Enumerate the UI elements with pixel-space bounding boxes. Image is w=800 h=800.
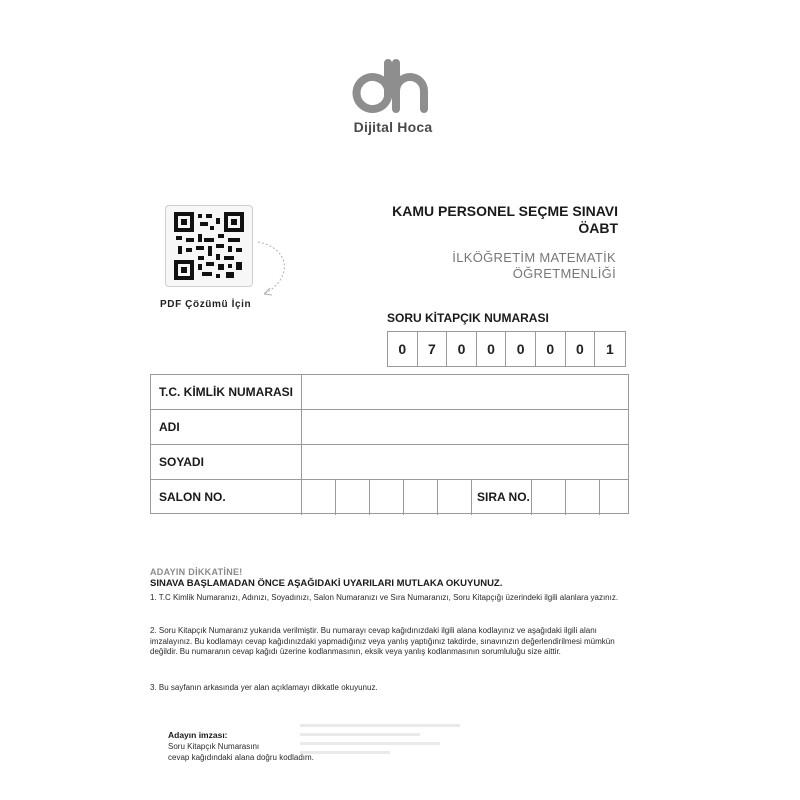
exam-field-line1: İLKÖĞRETİM MATEMATİK bbox=[452, 250, 616, 265]
sira-label: SIRA NO. bbox=[477, 490, 530, 504]
salon-digit-box[interactable] bbox=[301, 480, 335, 515]
booklet-digit: 1 bbox=[606, 341, 614, 357]
signature-line-1: Soru Kitapçık Numarasını bbox=[168, 742, 260, 751]
warning-item-1: 1. T.C Kimlik Numaranızı, Adınızı, Soyadınızı, Salon Numaranızı ve Sıra Numaranızı, Soru Kitapçığı üzerindeki ilgili alanlara yazınız. bbox=[150, 593, 619, 602]
signature-line-2: cevap kağıdındaki alana doğru kodladım. bbox=[168, 753, 314, 762]
brand-name: Dijital Hoca bbox=[353, 119, 433, 135]
name-field[interactable] bbox=[301, 410, 628, 444]
name-label: ADI bbox=[159, 420, 180, 434]
salon-digit-box[interactable] bbox=[437, 480, 471, 515]
exam-title: KAMU PERSONEL SEÇME SINAVI bbox=[392, 203, 618, 219]
warnings-title: ADAYIN DİKKATİNE! bbox=[150, 567, 243, 577]
bleed-through-texture bbox=[300, 724, 470, 764]
warning-item-3: 3. Bu sayfanın arkasında yer alan açıklamayı dikkatle okuyunuz. bbox=[150, 683, 378, 692]
booklet-digit: 7 bbox=[418, 332, 448, 366]
signature-title: Adayın imzası: bbox=[168, 730, 228, 740]
tc-field[interactable] bbox=[301, 375, 628, 409]
booklet-digit: 0 bbox=[506, 332, 536, 366]
brand-logo bbox=[338, 55, 448, 145]
warning-item-2: 2. Soru Kitapçık Numaranız yukarıda verilmiştir. Bu numarayı cevap kağıdınızdaki ilgili alana kodlayınız ve aşağıdaki ilgili alanı imzalayınız. Bu kodlamayı cevap kağıdınızdaki yapmadığınız veya yanlış yaptığınız takdirde, sınavınızın değerlendirilmesi mümkün değildir. Bu numaranın cevap kağıdı üzerine kodlanmasının, eksik veya yanlış kodlanmasının sorumluluğu size aittir. bbox=[150, 626, 615, 656]
booklet-digit: 0 bbox=[566, 332, 596, 366]
exam-field-line2: ÖĞRETMENLİĞİ bbox=[512, 266, 616, 281]
sira-digit-box[interactable] bbox=[565, 480, 599, 515]
qr-caption: PDF Çözümü İçin bbox=[160, 299, 252, 310]
salon-sira-row bbox=[151, 480, 628, 515]
tc-row bbox=[151, 375, 628, 410]
qr-code-icon bbox=[174, 212, 244, 280]
booklet-digit: 0 bbox=[388, 332, 418, 366]
booklet-number-boxes bbox=[387, 331, 626, 367]
booklet-digit: 0 bbox=[477, 332, 507, 366]
exam-subtitle: ÖABT bbox=[578, 220, 618, 236]
salon-digit-box[interactable] bbox=[335, 480, 369, 515]
warnings-headline: SINAVA BAŞLAMADAN ÖNCE AŞAĞIDAKİ UYARILARI MUTLAKA OKUYUNUZ. bbox=[150, 578, 503, 589]
booklet-number-label: SORU KİTAPÇIK NUMARASI bbox=[387, 311, 549, 325]
dh-logo-icon bbox=[348, 55, 438, 117]
surname-field[interactable] bbox=[301, 445, 628, 479]
curved-arrow-icon bbox=[250, 238, 296, 300]
salon-digit-box[interactable] bbox=[403, 480, 437, 515]
salon-label: SALON NO. bbox=[159, 490, 226, 504]
surname-row bbox=[151, 445, 628, 480]
booklet-digit: 0 bbox=[447, 332, 477, 366]
surname-label: SOYADI bbox=[159, 455, 204, 469]
booklet-digit: 0 bbox=[536, 332, 566, 366]
tc-label: T.C. KİMLİK NUMARASI bbox=[159, 385, 293, 399]
candidate-info-form bbox=[150, 374, 629, 514]
sira-digit-box[interactable] bbox=[531, 480, 565, 515]
salon-digit-box[interactable] bbox=[369, 480, 403, 515]
qr-code[interactable] bbox=[165, 205, 253, 287]
name-row bbox=[151, 410, 628, 445]
sira-digit-box[interactable] bbox=[599, 480, 629, 515]
